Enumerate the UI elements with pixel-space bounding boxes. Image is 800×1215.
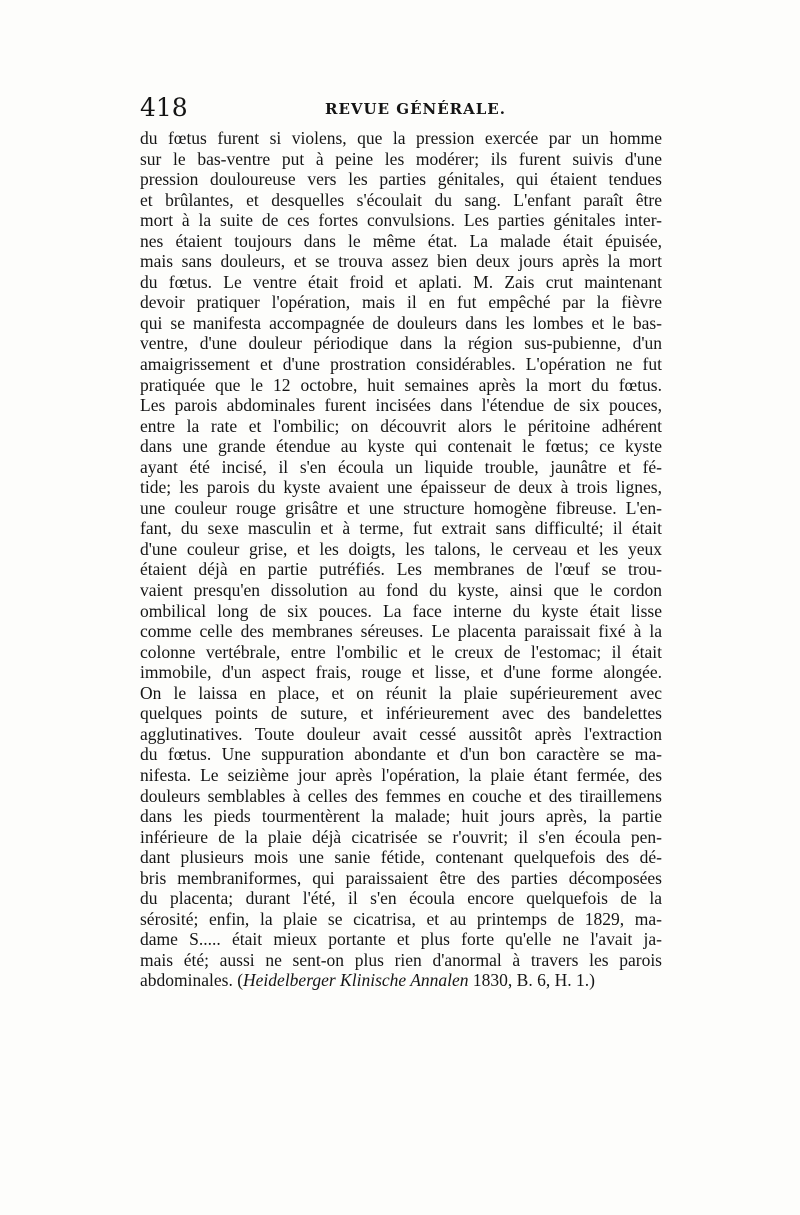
text-line: agglutinatives. Toute douleur avait cessé aussitôt après l'extraction bbox=[140, 723, 662, 744]
page-header bbox=[140, 93, 660, 123]
text-line: sérosité; enfin, la plaie se cicatrisa, et au printemps de 1829, ma- bbox=[140, 908, 662, 929]
text-line: dans une grande étendue au kyste qui contenait le fœtus; ce kyste bbox=[140, 436, 662, 457]
citation-line bbox=[140, 970, 662, 991]
text-line: du placenta; durant l'été, il s'en écoula encore quelquefois de la bbox=[140, 888, 662, 909]
text-line: étaient déjà en partie putréfiés. Les membranes de l'œuf se trou- bbox=[140, 559, 662, 580]
text-line: qui se manifesta accompagnée de douleurs dans les lombes et le bas- bbox=[140, 312, 662, 333]
text-line: immobile, d'un aspect frais, rouge et lisse, et d'une forme alongée. bbox=[140, 662, 662, 683]
text-line: mort à la suite de ces fortes convulsions. Les parties génitales inter- bbox=[140, 210, 662, 231]
citation-suffix: 1830, B. 6, H. 1.) bbox=[468, 970, 595, 991]
page-number: 418 bbox=[140, 93, 188, 122]
citation-title: Heidelberger Klinische Annalen bbox=[243, 970, 469, 991]
text-line: devoir pratiquer l'opération, mais il en fut empêché par la fièvre bbox=[140, 292, 662, 313]
text-line: Les parois abdominales furent incisées dans l'étendue de six pouces, bbox=[140, 395, 662, 416]
text-line: ventre, d'une douleur périodique dans la région sus-pubienne, d'un bbox=[140, 333, 662, 354]
body-text bbox=[140, 128, 662, 991]
text-line: du fœtus furent si violens, que la pression exercée par un homme bbox=[140, 128, 662, 148]
running-head: REVUE GÉNÉRALE. bbox=[325, 100, 506, 118]
text-line: dame S..... était mieux portante et plus forte qu'elle ne l'avait ja- bbox=[140, 929, 662, 950]
text-line: dans les pieds tourmentèrent la malade; huit jours après, la partie bbox=[140, 806, 662, 827]
text-line: du fœtus. Le ventre était froid et aplati. M. Zais crut maintenant bbox=[140, 271, 662, 292]
text-line: inférieure de la plaie déjà cicatrisée se r'ouvrit; il s'en écoula pen- bbox=[140, 826, 662, 847]
text-line: bris membraniformes, qui paraissaient être des parties décomposées bbox=[140, 867, 662, 888]
text-line: nes étaient toujours dans le même état. La malade était épuisée, bbox=[140, 230, 662, 251]
text-line: vaient presqu'en dissolution au fond du kyste, ainsi que le cordon bbox=[140, 580, 662, 601]
text-line: douleurs semblables à celles des femmes en couche et des tiraillemens bbox=[140, 785, 662, 806]
text-line: pression douloureuse vers les parties génitales, qui étaient tendues bbox=[140, 169, 662, 190]
text-line: mais sans douleurs, et se trouva assez bien deux jours après la mort bbox=[140, 251, 662, 272]
text-line: tide; les parois du kyste avaient une épaisseur de deux à trois lignes, bbox=[140, 477, 662, 498]
text-line: sur le bas-ventre put à peine les modérer; ils furent suivis d'une bbox=[140, 148, 662, 169]
text-line: ayant été incisé, il s'en écoula un liquide trouble, jaunâtre et fé- bbox=[140, 456, 662, 477]
text-line: du fœtus. Une suppuration abondante et d'un bon caractère se ma- bbox=[140, 744, 662, 765]
text-line: colonne vertébrale, entre l'ombilic et le creux de l'estomac; il était bbox=[140, 641, 662, 662]
text-line: comme celle des membranes séreuses. Le placenta paraissait fixé à la bbox=[140, 621, 662, 642]
text-line: mais été; aussi ne sent-on plus rien d'anormal à travers les parois bbox=[140, 949, 662, 970]
text-line: et brûlantes, et desquelles s'écoulait du sang. L'enfant paraît être bbox=[140, 189, 662, 210]
text-line: une couleur rouge grisâtre et une structure homogène fibreuse. L'en- bbox=[140, 497, 662, 518]
text-line: pratiquée que le 12 octobre, huit semaines après la mort du fœtus. bbox=[140, 374, 662, 395]
text-line: dant plusieurs mois une sanie fétide, contenant quelquefois des dé- bbox=[140, 847, 662, 868]
text-line: amaigrissement et d'une prostration considérables. L'opération ne fut bbox=[140, 354, 662, 375]
citation-prefix: abdominales. ( bbox=[140, 970, 244, 991]
text-line: d'une couleur grise, et les doigts, les talons, le cerveau et les yeux bbox=[140, 538, 662, 559]
text-line: On le laissa en place, et on réunit la plaie supérieurement avec bbox=[140, 682, 662, 703]
text-line: nifesta. Le seizième jour après l'opération, la plaie étant fermée, des bbox=[140, 764, 662, 785]
text-line: entre la rate et l'ombilic; on découvrit alors le péritoine adhérent bbox=[140, 415, 662, 436]
text-line: ombilical long de six pouces. La face interne du kyste était lisse bbox=[140, 600, 662, 621]
text-line: quelques points de suture, et inférieurement avec des bandelettes bbox=[140, 703, 662, 724]
text-line: fant, du sexe masculin et à terme, fut extrait sans difficulté; il était bbox=[140, 518, 662, 539]
